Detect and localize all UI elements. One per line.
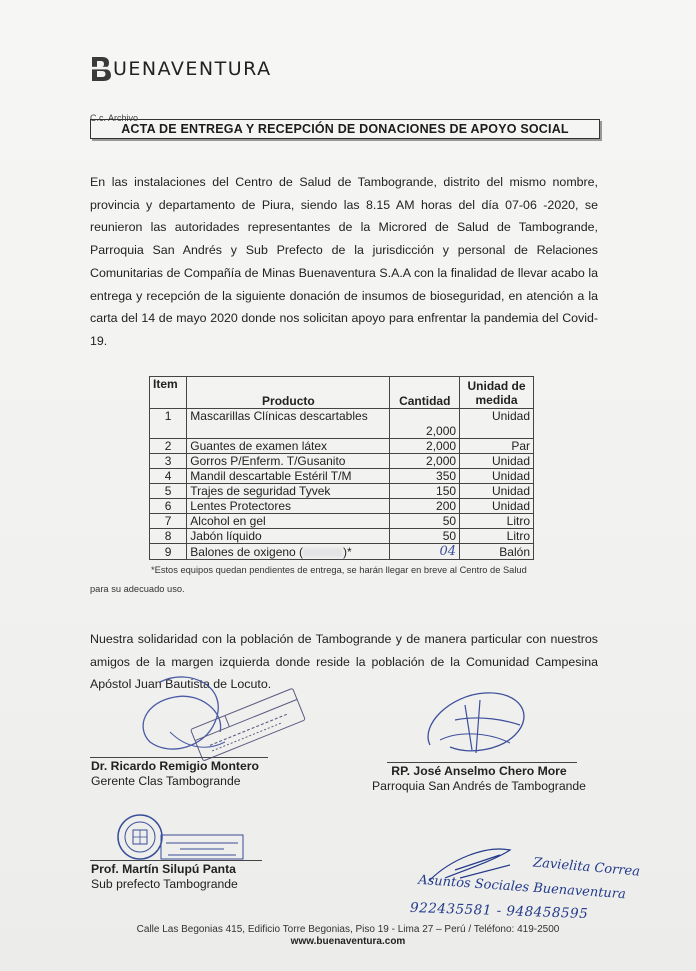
signatory-role: Parroquia San Andrés de Tambogrande bbox=[372, 779, 586, 793]
header-quantity: Cantidad bbox=[390, 377, 460, 409]
table-row bbox=[150, 409, 534, 439]
row-quantity: 350 bbox=[390, 469, 460, 484]
header-unit: Unidad de medida bbox=[460, 377, 534, 409]
row-product: Gorros P/Enferm. T/Gusanito bbox=[187, 454, 390, 469]
row-item: 8 bbox=[150, 529, 187, 544]
row-unit: Par bbox=[460, 439, 534, 454]
row-unit: Unidad bbox=[460, 484, 534, 499]
row-product bbox=[187, 544, 390, 560]
signatory-role: Gerente Clas Tambogrande bbox=[91, 774, 241, 788]
signatory-name: RP. José Anselmo Chero More bbox=[391, 764, 567, 778]
row-product: Mascarillas Clínicas descartables bbox=[187, 409, 390, 439]
signature-line-1 bbox=[90, 757, 268, 758]
redacted-blur bbox=[303, 548, 343, 557]
handwritten-department: Asuntos Sociales Buenaventura bbox=[417, 872, 627, 903]
row-item: 9 bbox=[150, 544, 187, 560]
row-quantity: 2,000 bbox=[390, 454, 460, 469]
signature-scribble-2 bbox=[410, 685, 540, 765]
handwritten-phones: 922435581 - 948458595 bbox=[409, 899, 589, 923]
row-unit: Unidad bbox=[460, 409, 534, 439]
row-unit: Unidad bbox=[460, 499, 534, 514]
table-row bbox=[150, 499, 534, 514]
row-product: Alcohol en gel bbox=[187, 514, 390, 529]
row-item: 1 bbox=[150, 409, 187, 439]
footnote: *Estos equipos quedan pendientes de entrega, se harán llegar en breve al Centro de Salud bbox=[151, 565, 527, 575]
row-quantity: 2,000 bbox=[390, 439, 460, 454]
row-item: 5 bbox=[150, 484, 187, 499]
row-item: 4 bbox=[150, 469, 187, 484]
official-seal bbox=[115, 812, 165, 862]
row-quantity: 2,000 bbox=[390, 409, 460, 439]
row-unit: Litro bbox=[460, 514, 534, 529]
cc-note: C.c. Archivo bbox=[90, 113, 139, 123]
row-unit: Balón bbox=[460, 544, 534, 560]
company-logo bbox=[90, 56, 272, 82]
table-row bbox=[150, 484, 534, 499]
handwritten-name: Zavielita Correa bbox=[532, 855, 641, 880]
row-quantity: 200 bbox=[390, 499, 460, 514]
row-item: 2 bbox=[150, 439, 187, 454]
row-product-text: Balones de oxigeno ( bbox=[190, 544, 304, 559]
signature-block-2 bbox=[360, 764, 598, 793]
row-product: Lentes Protectores bbox=[187, 499, 390, 514]
row-unit: Litro bbox=[460, 529, 534, 544]
table-row bbox=[150, 514, 534, 529]
footer-address: Calle Las Begonias 415, Edificio Torre Begonias, Piso 19 - Lima 27 – Perú / Teléfono: 419-2500 bbox=[136, 924, 560, 935]
signatory-name: Prof. Martín Silupú Panta bbox=[91, 862, 236, 876]
intro-paragraph: En las instalaciones del Centro de Salud de Tambogrande, distrito del mismo nombre, provincia y departamento de Piura, siendo las 8.15 AM horas del día 07-06 -2020, se reunieron las autoridades representantes de la Microred de Salud de Tambogrande, Parroquia San Andrés y Sub Prefecto de la jurisdicción y personal de Relaciones Comunitarias de Compañía de Minas Buenaventura S.A.A con la finalidad de llevar acabo la entrega y recepción de la siguiente donación de insumos de bioseguridad, en atención a la carta del 14 de mayo 2020 donde nos solicitan apoyo para enfrentar la pandemia del Covid-19. bbox=[90, 175, 598, 348]
logo-b-icon bbox=[90, 56, 112, 82]
row-product: Jabón líquido bbox=[187, 529, 390, 544]
rubber-stamp-3 bbox=[160, 834, 245, 860]
row-product: Mandil descartable Estéril T/M bbox=[187, 469, 390, 484]
handwritten-quantity: 04 bbox=[439, 544, 457, 559]
footer-website: www.buenaventura.com bbox=[290, 936, 406, 947]
row-unit: Unidad bbox=[460, 469, 534, 484]
signatory-name: Dr. Ricardo Remigio Montero bbox=[91, 759, 259, 773]
row-product-suffix: )* bbox=[343, 544, 352, 559]
signature-line-3 bbox=[90, 860, 262, 861]
donation-table bbox=[149, 376, 534, 560]
header-item: Item bbox=[150, 377, 187, 409]
table-row bbox=[150, 454, 534, 469]
solidarity-paragraph: Nuestra solidaridad con la población de Tambogrande y de manera particular con nuestros amigos de la margen izquierda donde reside la población de la Comunidad Campesina Apóstol Juan Bautista de Locuto. bbox=[90, 632, 598, 692]
row-quantity: 50 bbox=[390, 514, 460, 529]
signature-line-2 bbox=[387, 762, 577, 763]
row-item: 6 bbox=[150, 499, 187, 514]
document-title: ACTA DE ENTREGA Y RECEPCIÓN DE DONACIONES DE APOYO SOCIAL bbox=[90, 119, 600, 139]
row-quantity bbox=[390, 544, 460, 560]
header-product: Producto bbox=[187, 377, 390, 409]
row-quantity: 50 bbox=[390, 529, 460, 544]
table-row bbox=[150, 469, 534, 484]
row-unit: Unidad bbox=[460, 454, 534, 469]
row-item: 7 bbox=[150, 514, 187, 529]
footnote-continuation: para su adecuado uso. bbox=[90, 584, 185, 594]
row-quantity: 150 bbox=[390, 484, 460, 499]
table-row bbox=[150, 439, 534, 454]
table-row bbox=[150, 529, 534, 544]
row-item: 3 bbox=[150, 454, 187, 469]
row-product: Guantes de examen látex bbox=[187, 439, 390, 454]
table-row bbox=[150, 544, 534, 560]
signature-block-3 bbox=[91, 862, 238, 891]
rubber-stamp-1 bbox=[185, 690, 310, 760]
signature-block-1 bbox=[91, 759, 259, 788]
logo-text: UENAVENTURA bbox=[113, 58, 272, 80]
signatory-role: Sub prefecto Tambogrande bbox=[91, 877, 238, 891]
row-product: Trajes de seguridad Tyvek bbox=[187, 484, 390, 499]
